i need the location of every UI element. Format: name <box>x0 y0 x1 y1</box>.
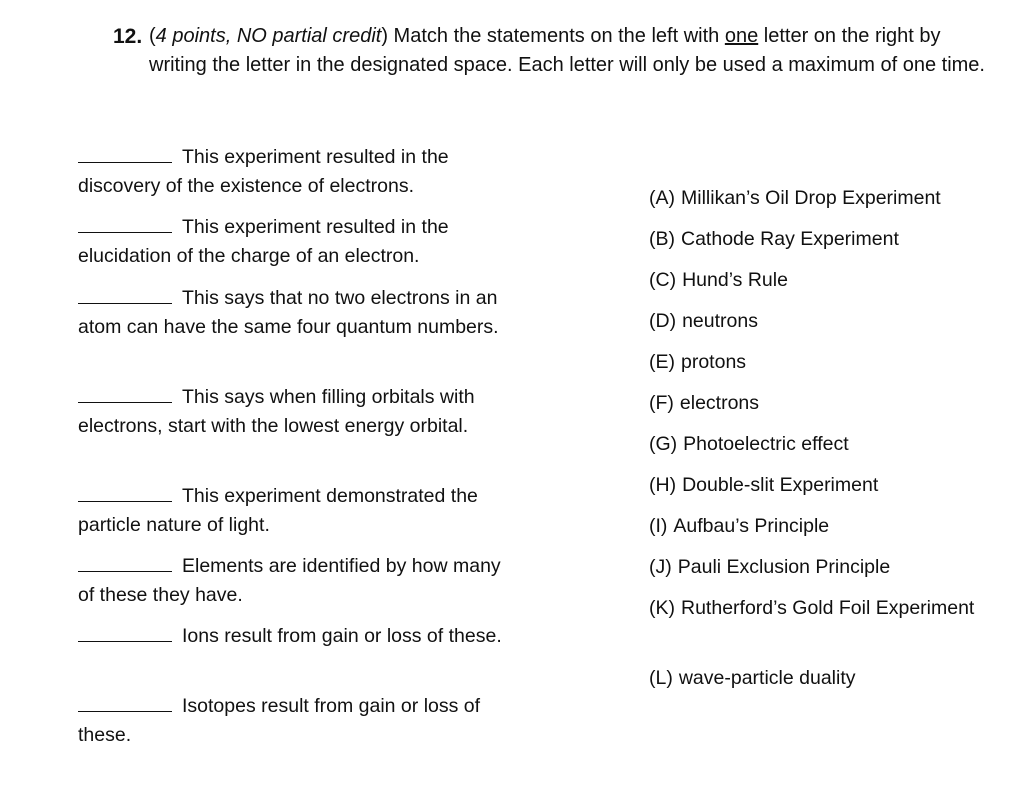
answer-blank-2[interactable] <box>78 214 172 233</box>
option-letter: (H) <box>649 474 677 496</box>
instruction-text-b: letter on the right by writing the letter in the designated space. Each letter will only be used a maximum of one time. <box>149 25 985 76</box>
statement-4 <box>78 383 518 441</box>
question-number: 12. <box>113 25 143 48</box>
option-text: wave-particle duality <box>678 667 856 689</box>
option-text: Rutherford’s Gold Foil Experiment <box>681 597 975 619</box>
answer-blank-3[interactable] <box>78 285 172 304</box>
answer-blank-5[interactable] <box>78 483 172 502</box>
answer-blank-4[interactable] <box>78 384 172 403</box>
statement-text: This experiment resulted in the elucidation of the charge of an electron. <box>78 216 449 267</box>
option-letter: (L) <box>649 667 673 689</box>
option-text: protons <box>681 351 747 373</box>
option-a <box>649 184 1009 213</box>
option-c <box>649 266 1009 295</box>
statement-text: This says when filling orbitals with electrons, start with the lowest energy orbital. <box>78 386 475 437</box>
option-letter: (K) <box>649 597 675 619</box>
statement-2 <box>78 213 518 271</box>
statement-6 <box>78 552 518 610</box>
option-letter: (D) <box>649 310 677 332</box>
option-text: neutrons <box>682 310 758 332</box>
option-text: Aufbau’s Principle <box>673 515 830 537</box>
statement-text: This experiment resulted in the discovery of the existence of electrons. <box>78 146 449 197</box>
option-j <box>649 553 1009 582</box>
question-instructions <box>149 22 993 80</box>
answer-blank-6[interactable] <box>78 553 172 572</box>
statement-7 <box>78 622 518 651</box>
option-letter: (A) <box>649 187 675 209</box>
option-text: Photoelectric effect <box>683 433 849 455</box>
statement-text: Ions result from gain or loss of these. <box>182 625 502 647</box>
option-h <box>649 471 1009 500</box>
close-paren: ) <box>381 25 388 47</box>
instruction-underlined: one <box>724 25 759 47</box>
statement-3 <box>78 284 518 342</box>
question-block <box>113 22 993 80</box>
option-text: electrons <box>679 392 760 414</box>
points-note: 4 points, NO partial credit <box>155 25 382 47</box>
option-text: Pauli Exclusion Principle <box>677 556 891 578</box>
option-text: Hund’s Rule <box>682 269 788 291</box>
statement-text: This says that no two electrons in an atom can have the same four quantum numbers. <box>78 287 499 338</box>
option-letter: (I) <box>649 515 668 537</box>
option-letter: (E) <box>649 351 675 373</box>
option-g <box>649 430 1009 459</box>
instruction-text-a: Match the statements on the left with <box>388 25 725 47</box>
option-letter: (C) <box>649 269 677 291</box>
option-l <box>649 664 1009 693</box>
answer-blank-7[interactable] <box>78 623 172 642</box>
option-text: Double-slit Experiment <box>682 474 879 496</box>
option-e <box>649 348 1009 377</box>
option-text: Cathode Ray Experiment <box>681 228 899 250</box>
option-letter: (J) <box>649 556 672 578</box>
answer-blank-8[interactable] <box>78 693 172 712</box>
answer-blank-1[interactable] <box>78 144 172 163</box>
option-i <box>649 512 1009 541</box>
statement-5 <box>78 482 518 540</box>
option-letter: (G) <box>649 433 678 455</box>
option-f <box>649 389 1009 418</box>
statement-1 <box>78 143 518 201</box>
statement-text: Elements are identified by how many of these they have. <box>78 555 501 606</box>
option-d <box>649 307 1009 336</box>
statement-text: This experiment demonstrated the particle nature of light. <box>78 485 478 536</box>
statement-text: Isotopes result from gain or loss of these. <box>78 695 481 746</box>
option-letter: (B) <box>649 228 675 250</box>
option-k <box>649 594 1009 623</box>
open-paren: ( <box>149 25 156 47</box>
option-b <box>649 225 1009 254</box>
option-letter: (F) <box>649 392 674 414</box>
option-text: Millikan’s Oil Drop Experiment <box>681 187 941 209</box>
statement-8 <box>78 692 518 750</box>
